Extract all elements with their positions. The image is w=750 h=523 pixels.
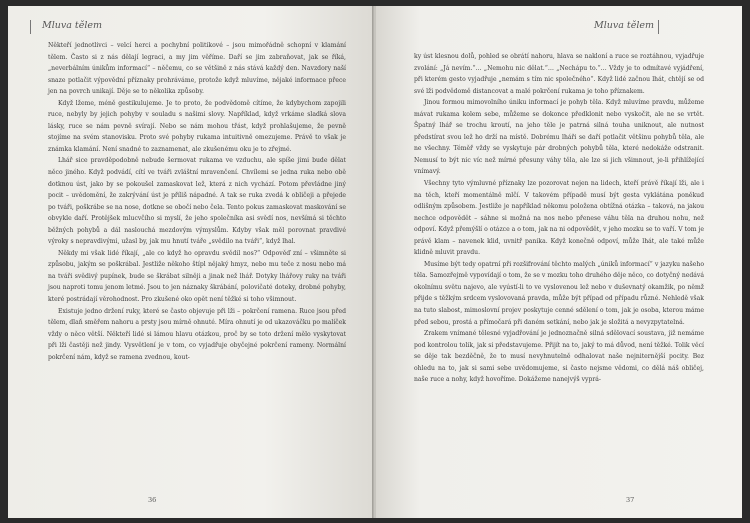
paragraph: Zrakem vnímané tělesné vyjadřování je jednoznačně silná sdělovací soustava, již nemáme pod kontrolou tolik, jak si představujeme. Přijít na to, jaký to má důvod, není těžké. Tolik věcí se děje tak bezděčně, že to musí nevyhnutelně odhalovat naše nejniternější pocity. Bez ohledu na to, jak si sami sebe uvědomujeme, si často nejsme vědomi, co dělá náš obličej, naše ruce a nohy, když hovoříme. Dokážeme nanejvýš vyprá- [414,330,704,384]
header-rule-right [658,20,659,34]
header-rule-left [30,20,31,34]
right-page [376,6,742,518]
page-number-left: 36 [148,496,157,504]
right-page-body [414,51,704,386]
paragraph: Existuje jedno držení ruky, které se často objevuje při lži – pokrčení ramena. Ruce jsou před tělem, dlaň směřem nahoru a prsty jsou mírně ohnuté. Míra ohnutí je od ukazováčku po malíček vždy o něco větší. Někteří lidé si lámou hlavu otázkou, proč by se toto držení mělo vyskytovat při lži častěji než jindy. Vysvětlení je v tom, co vyjadřuje obyčejné pokrčení rameny. Normální pokrčení nám, když se ramena zvednou, kout- [48,307,346,361]
paragraph: Lhář sice pravděpodobně nebude šermovat rukama ve vzduchu, ale spíše jimi bude dělat něco jiného. Když podvádí, cítí ve tváři zvláštní mravenčení. Chvílemi se jedna ruka nebo obě dotknou úst, jako by se pokoušel zamaskovat lež, která z nich vychází. Potom převládne jiný pocit – uvědomění, že zakrývání úst je příliš nápadné. A tak se ruka zvedá k obličeji a přejede po tváři, poškrábe se na nose, dotkne se obočí nebo čela. Tento pokus zamaskovat maskování se obvykle daří. Protějšek mlucvčího si myslí, že jeho společníka asi svědí nos, nevšímá si těchto běžných pohybů a dál naslouchá mezdovým výmyslům. Kdyby však měl porovnat pravdivé výroky s nepravdivými, užasl by, jak mu hnutí tváře „svědilo na tváři“, když lhal. [48,157,346,246]
paragraph: Když lžeme, méně gestikulujeme. Je to proto, že podvědomě cítíme, že kdybychom zapojili ruce, nebyly by jejich pohyby v souladu s našimi slovy. Například, když vrkáme sladká slova lásky, ruce se nám pevně svírají. Nebo se nám mohou třást, když prohlašujeme, že pevně stojíme na svém stanovisku. Proto své pohyby rukama intuitivně omezujeme. Právě to však je známka klamání. Není snadné to zaznamenat, ale zkušenému oku je to zřejmé. [48,99,346,153]
page-number-right: 37 [626,496,635,504]
running-header-left: Mluva tělem [42,20,103,31]
paragraph: Jinou formou mimovolního úniku informací je pohyb těla. Když mluvíme pravdu, můžeme mávat rukama kolem sebe, můžeme se dokonce předklonit nebo vyskočit, ale ne se vrtět. Špatný lhář se trochu kroutí, na jeho těle je patrná silná touha uniknout, ale nutnost předstírat svou lež ho drží na místě. Dobrému lháři se daří potlačit většinu pohybů těla, ale ne všechny. Téměř vždy se vyskytuje pár drobných pohybů těla, které nedokáže odstranit. Nemusí to být nic víc než mírné přesuny váhy těla, ale lze si jich všimnout, je-li přihlížející vnímavý. [414,99,704,176]
left-page-body [48,40,346,363]
paragraph: Musíme být tedy opatrní při rozšifrování těchto malých „úniků informací“ v jazyku našeho těla. Samozřejmě vypovídají o tom, že se v mozku toho druhého děje něco, co dotyčný nedává okolnímu světu najevo, ale vyústí-li to ve vyslovenou lež nebo v duševnatý okamžik, po němž přijde s těžkým srdcem vyslovovaná pravda, může být případ od případu různé. Nehledě však na tuto slabost, mimoslovní projev poskytuje cenné sdělení o tom, jak je osoba, kterou máme před sebou, prostá a přímočará při daném setkání, nebo jak je složitá a nevyzpytatelná. [414,260,704,326]
paragraph: Všechny tyto výmluvné příznaky lze pozorovat nejen na lidech, kteří právě říkají lži, ale i na těch, kteří momentálně mlčí. V takovém případě musí být gesta vyklátána poněkud odlišným způsobem. Jestliže je například někomu položena obtížná otázka – taková, na jakou nechce odpovědět – sáhne si možná na nos nebo přenese váhu těla na druhou nohu, než odpoví. Když přemýšlí o otázce a o tom, jak na ni odpovědět, v jeho mozku se to vaří. V tom je právě klam – navenek klid, uvnitř panika. Když konečně odpoví, může lhát, ale také může klidně mluvit pravdu. [414,180,704,257]
left-page [8,6,374,518]
paragraph: ky úst klesnou dolů, pohled se obrátí nahoru, hlava se nakloní a ruce se roztáhnou, vyjadřuje zvolání: „Já nevím.“… „Nemohu nic dělat.“… „Nechápu to.“… Vždy je to odmítavé vyjádření, při kterém gesto vyjadřuje „nemám s tím nic společného“. Když lidé začnou lhát, chtějí se od své lži podvědomě distancovat a malé pokrčení rukama je toho příznakem. [414,53,704,95]
paragraph: Někdy mi však lidé říkají, „ale co když ho opravdu svědil nos?“ Odpověď zní – všimněte si způsobu, jakým se poškrábal. Jestliže někoho štípl nějaký hmyz, nebo mu teče z nosu nebo má na tváři svědivý pupínek, bude se škrábat silněji a jinak než lhář. Dotyky lhářovy ruky na tváři jsou naproti tomu jenom letmé. Jsou to jen náznaky škrábání, polovičaté doteky, drobné pohyby, které postrádají věrohodnost. Pro zkušené oko opět není těžké si toho všimnout. [48,249,346,304]
paragraph: Někteří jednotlivci – velcí herci a pochybní politikové – jsou mimořádně schopní v klamání tělem. Často si z nás dělají legraci, a my jim věříme. Daří se jim zabraňovat, jak se říká, „neverbálním únikům informací“ – něčemu, co se většině z nás stává každý den. Navzdory naší snaze potlačit výpovědní příznaky prohráváme, protože když mluvíme, nějaké informace přece jen na povrch unikají. Děje se to několika způsoby. [48,42,346,96]
running-header-right: Mluva tělem [594,20,655,31]
